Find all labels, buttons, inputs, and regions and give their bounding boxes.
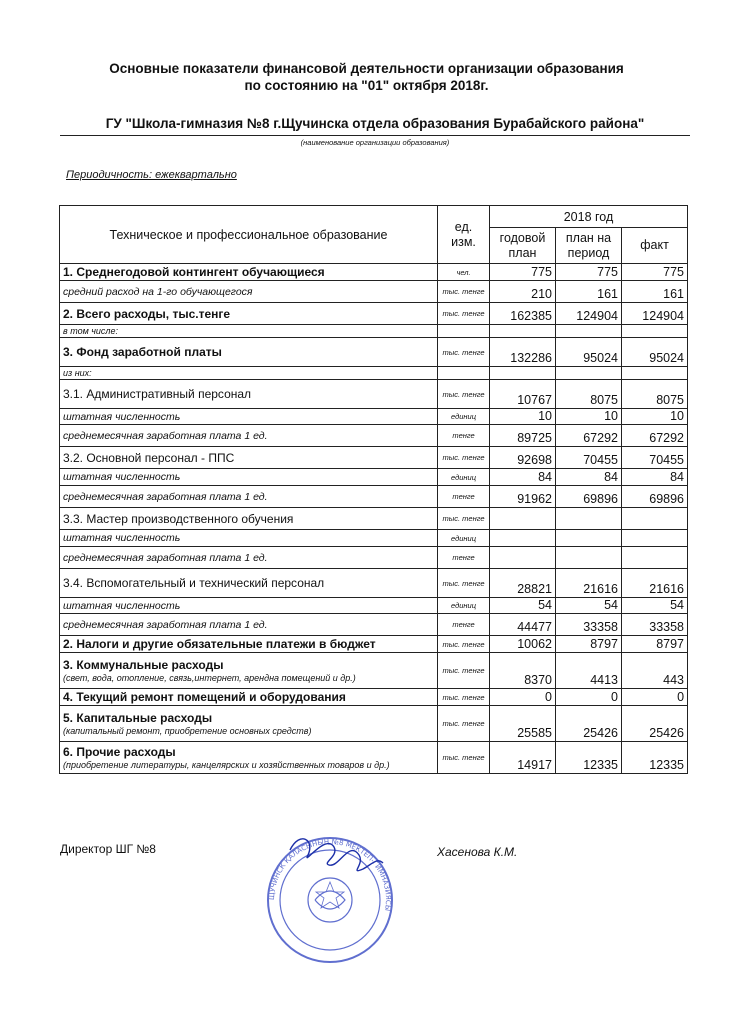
table-row: [60, 689, 688, 706]
report-title-line2: по состоянию на "01" октября 2018г.: [244, 78, 489, 93]
row-sublabel: (приобретение литературы, канцелярских и хозяйственных товаров и др.): [63, 759, 390, 770]
table-row: [60, 447, 688, 469]
table-row: [60, 425, 688, 447]
table-row: [60, 636, 688, 653]
row-unit: единиц: [438, 409, 490, 425]
fact-value: 33358: [622, 614, 688, 636]
fact-value: 95024: [622, 338, 688, 367]
table-row: [60, 653, 688, 689]
director-label: Директор ШГ №8: [60, 842, 156, 856]
fact-value: 21616: [622, 569, 688, 598]
fact-value: [622, 530, 688, 547]
annual-plan-value: 775: [490, 264, 556, 281]
table-row: [60, 486, 688, 508]
table-body: [60, 264, 688, 774]
row-label: [60, 325, 438, 338]
table-row: [60, 367, 688, 380]
annual-plan-value: 8370: [490, 653, 556, 689]
row-unit: тенге: [438, 486, 490, 508]
row-label: [60, 569, 438, 598]
row-label-text: 3.1. Административный персонал: [63, 387, 252, 401]
row-label: [60, 653, 438, 689]
row-label-text: 5. Капитальные расходы: [63, 710, 213, 725]
fact-value: 10: [622, 409, 688, 425]
row-label-text: 3. Фонд заработной платы: [63, 345, 222, 359]
annual-plan-value: 210: [490, 281, 556, 303]
period-plan-value: [556, 547, 622, 569]
annual-plan-value: [490, 325, 556, 338]
row-label: [60, 689, 438, 706]
annual-plan-value: 10062: [490, 636, 556, 653]
periodicity-label: Периодичность: ежеквартально: [66, 169, 237, 181]
row-label-text: средний расход на 1-го обучающегося: [63, 285, 253, 298]
fact-value: 67292: [622, 425, 688, 447]
table-row: [60, 614, 688, 636]
annual-plan-value: 162385: [490, 303, 556, 325]
row-label: [60, 636, 438, 653]
row-sublabel: (свет, вода, отопление, связь,интернет, арендна помещений и др.): [63, 672, 356, 683]
financial-indicators-table: [59, 205, 688, 774]
table-row: [60, 742, 688, 774]
row-label-text: 3.2. Основной персонал - ППС: [63, 450, 235, 465]
row-label: [60, 447, 438, 469]
row-unit: тыс. тенге: [438, 636, 490, 653]
row-unit: единиц: [438, 598, 490, 614]
annual-plan-value: [490, 530, 556, 547]
annual-plan-value: 28821: [490, 569, 556, 598]
table-row: [60, 325, 688, 338]
table-row: [60, 469, 688, 486]
period-plan-value: 25426: [556, 706, 622, 742]
period-plan-value: 10: [556, 409, 622, 425]
fact-value: [622, 508, 688, 530]
fact-value: 54: [622, 598, 688, 614]
annual-plan-value: [490, 547, 556, 569]
row-label-text: 2. Всего расходы, тыс.тенге: [63, 306, 231, 321]
row-label: [60, 486, 438, 508]
fact-value: 84: [622, 469, 688, 486]
period-plan-value: 84: [556, 469, 622, 486]
row-label-text: среднемесячная заработная плата 1 ед.: [63, 490, 268, 503]
fact-value: [622, 547, 688, 569]
row-label-text: среднемесячная заработная плата 1 ед.: [63, 551, 268, 564]
row-label-text: 1. Среднегодовой контингент обучающиеся: [63, 265, 325, 279]
table-row: [60, 569, 688, 598]
period-plan-value: [556, 367, 622, 380]
header-fact: факт: [622, 228, 688, 264]
fact-value: 124904: [622, 303, 688, 325]
table-row: [60, 508, 688, 530]
header-unit: ед. изм.: [438, 206, 490, 264]
row-label: [60, 530, 438, 547]
annual-plan-value: [490, 508, 556, 530]
period-plan-value: 33358: [556, 614, 622, 636]
period-plan-value: 67292: [556, 425, 622, 447]
row-label-text: 3. Коммунальные расходы: [63, 657, 224, 672]
annual-plan-value: 84: [490, 469, 556, 486]
annual-plan-value: 0: [490, 689, 556, 706]
row-unit: [438, 325, 490, 338]
row-label: [60, 380, 438, 409]
stamp-ring-text: ЩУЧИНСК ҚАЛАСЫНЫҢ №8 МЕКТЕП-ГИМНАЗИЯСЫ: [267, 837, 393, 912]
period-plan-value: 69896: [556, 486, 622, 508]
fact-value: 8075: [622, 380, 688, 409]
row-unit: тыс. тенге: [438, 689, 490, 706]
fact-value: 443: [622, 653, 688, 689]
header-category: Техническое и профессиональное образование: [60, 206, 438, 264]
period-plan-value: 21616: [556, 569, 622, 598]
annual-plan-value: 92698: [490, 447, 556, 469]
row-unit: тыс. тенге: [438, 742, 490, 774]
row-unit: тыс. тенге: [438, 569, 490, 598]
table-row: [60, 281, 688, 303]
official-stamp: [255, 820, 405, 970]
period-plan-value: 775: [556, 264, 622, 281]
row-label: [60, 598, 438, 614]
row-sublabel: (капитальный ремонт, приобретение основных средств): [63, 725, 312, 736]
row-label-text: в том числе:: [63, 326, 119, 336]
fact-value: [622, 367, 688, 380]
row-label-text: среднемесячная заработная плата 1 ед.: [63, 429, 268, 442]
annual-plan-value: 89725: [490, 425, 556, 447]
row-label: [60, 264, 438, 281]
signer-name: Хасенова К.М.: [437, 845, 518, 859]
row-unit: тыс. тенге: [438, 447, 490, 469]
period-plan-value: [556, 530, 622, 547]
annual-plan-value: 14917: [490, 742, 556, 774]
table-row: [60, 706, 688, 742]
row-unit: [438, 367, 490, 380]
annual-plan-value: 10: [490, 409, 556, 425]
annual-plan-value: 10767: [490, 380, 556, 409]
fact-value: 25426: [622, 706, 688, 742]
row-unit: тенге: [438, 425, 490, 447]
row-unit: единиц: [438, 530, 490, 547]
report-title-line1: Основные показатели финансовой деятельности организации образования: [109, 61, 624, 76]
row-unit: тыс. тенге: [438, 706, 490, 742]
row-unit: тыс. тенге: [438, 508, 490, 530]
stamp-seal: [268, 838, 392, 962]
row-label-text: штатная численность: [63, 532, 181, 544]
period-plan-value: 8797: [556, 636, 622, 653]
table-row: [60, 409, 688, 425]
row-label: [60, 303, 438, 325]
row-label: [60, 338, 438, 367]
header-period-plan: план на период: [556, 228, 622, 264]
period-plan-value: 161: [556, 281, 622, 303]
organization-underline: [60, 135, 690, 136]
row-label: [60, 706, 438, 742]
row-label-text: штатная численность: [63, 410, 181, 423]
fact-value: 161: [622, 281, 688, 303]
row-unit: тыс. тенге: [438, 653, 490, 689]
period-plan-value: 0: [556, 689, 622, 706]
row-unit: тыс. тенге: [438, 303, 490, 325]
annual-plan-value: 91962: [490, 486, 556, 508]
period-plan-value: [556, 325, 622, 338]
period-plan-value: 70455: [556, 447, 622, 469]
row-unit: тенге: [438, 614, 490, 636]
table-row: [60, 547, 688, 569]
row-label-text: 2. Налоги и другие обязательные платежи в бюджет: [63, 637, 376, 651]
organization-name: ГУ "Школа-гимназия №8 г.Щучинска отдела образования Бурабайского района": [105, 116, 645, 131]
fact-value: 775: [622, 264, 688, 281]
period-plan-value: 95024: [556, 338, 622, 367]
table-row: [60, 264, 688, 281]
period-plan-value: 8075: [556, 380, 622, 409]
fact-value: 70455: [622, 447, 688, 469]
row-label: [60, 367, 438, 380]
fact-value: 8797: [622, 636, 688, 653]
organization-caption: (наименование организации образования): [300, 138, 450, 147]
table-row: [60, 338, 688, 367]
annual-plan-value: [490, 367, 556, 380]
period-plan-value: [556, 508, 622, 530]
annual-plan-value: 54: [490, 598, 556, 614]
table-row: [60, 380, 688, 409]
row-label-text: 3.3. Мастер производственного обучения: [63, 511, 294, 526]
row-label-text: 4. Текущий ремонт помещений и оборудования: [63, 690, 346, 704]
fact-value: 69896: [622, 486, 688, 508]
annual-plan-value: 132286: [490, 338, 556, 367]
fact-value: 12335: [622, 742, 688, 774]
period-plan-value: 12335: [556, 742, 622, 774]
row-unit: тенге: [438, 547, 490, 569]
fact-value: 0: [622, 689, 688, 706]
row-label: [60, 281, 438, 303]
table-row: [60, 303, 688, 325]
row-label: [60, 614, 438, 636]
period-plan-value: 4413: [556, 653, 622, 689]
annual-plan-value: 25585: [490, 706, 556, 742]
row-unit: тыс. тенге: [438, 338, 490, 367]
row-label-text: 3.4. Вспомогательный и технический персонал: [63, 576, 325, 590]
header-year: 2018 год: [490, 206, 688, 228]
row-label: [60, 508, 438, 530]
row-label: [60, 469, 438, 486]
period-plan-value: 124904: [556, 303, 622, 325]
period-plan-value: 54: [556, 598, 622, 614]
table-row: [60, 598, 688, 614]
row-unit: чел.: [438, 264, 490, 281]
row-label: [60, 425, 438, 447]
row-label-text: штатная численность: [63, 599, 181, 612]
row-label: [60, 742, 438, 774]
row-label-text: 6. Прочие расходы: [63, 744, 176, 759]
row-unit: тыс. тенге: [438, 380, 490, 409]
annual-plan-value: 44477: [490, 614, 556, 636]
row-label-text: из них:: [63, 368, 92, 378]
row-label-text: штатная численность: [63, 471, 181, 483]
row-unit: тыс. тенге: [438, 281, 490, 303]
row-label: [60, 547, 438, 569]
fact-value: [622, 325, 688, 338]
row-label: [60, 409, 438, 425]
table-row: [60, 530, 688, 547]
header-annual-plan: годовой план: [490, 228, 556, 264]
row-unit: единиц: [438, 469, 490, 486]
row-label-text: среднемесячная заработная плата 1 ед.: [63, 618, 268, 631]
